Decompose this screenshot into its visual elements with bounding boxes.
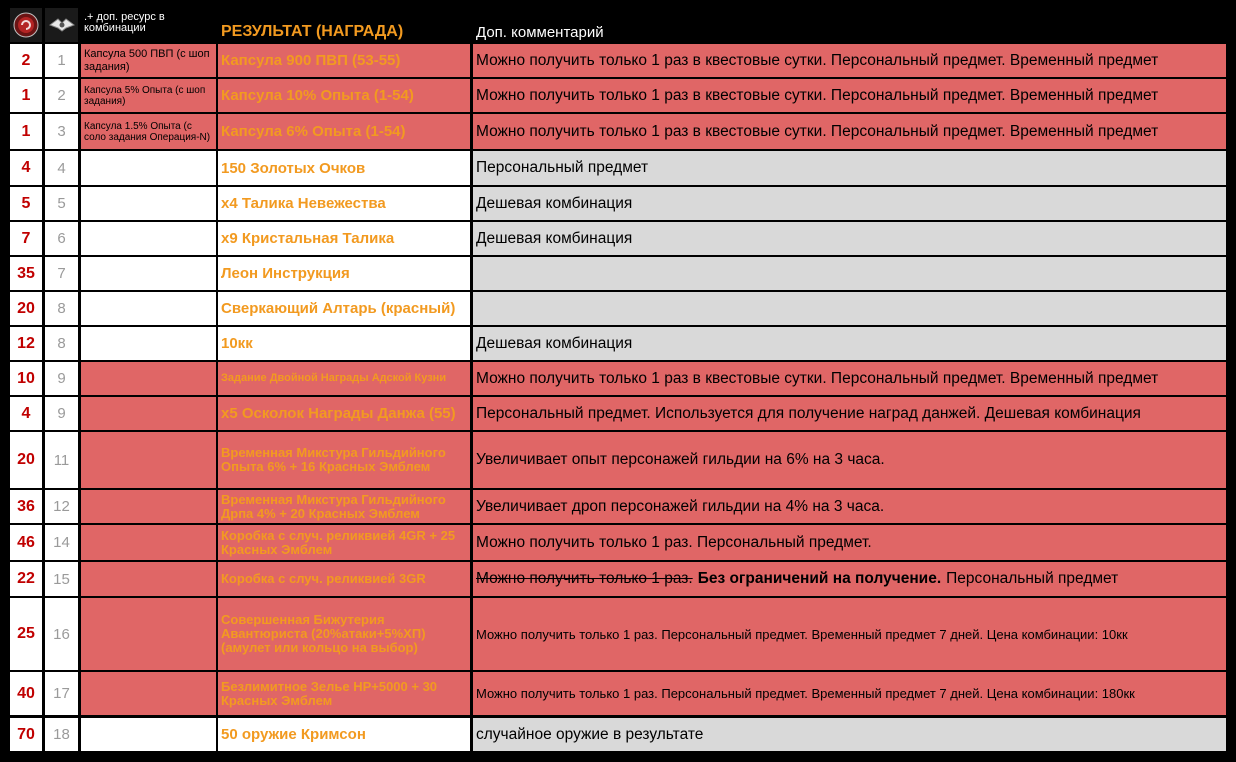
- row-extra-resource: [81, 672, 216, 715]
- row-count-primary: 2: [10, 44, 42, 77]
- header-result: РЕЗУЛЬТАТ (НАГРАДА): [221, 23, 404, 40]
- row-extra-resource: Капсула 500 ПВП (с шоп задания): [81, 44, 216, 77]
- row-result: x9 Кристальная Талика: [218, 222, 470, 255]
- header-extra-resource: .+ доп. ресурс в комбинации: [84, 12, 165, 34]
- row-extra-resource: [81, 432, 216, 488]
- header-comment: Доп. комментарий: [476, 23, 604, 41]
- row-comment: Можно получить только 1 раз в квестовые сутки. Персональный предмет. Временный предмет: [473, 362, 1226, 395]
- row-comment: Можно получить только 1 раз в квестовые сутки. Персональный предмет. Временный предмет: [473, 114, 1226, 149]
- row-result: Сверкающий Алтарь (красный): [218, 292, 470, 325]
- row-result: Коробка с случ. реликвией 3GR: [218, 562, 470, 596]
- row-result: Совершенная Бижутерия Авантюриста (20%атаки+5%ХП)(амулет или кольцо на выбор): [218, 598, 470, 670]
- row-result: Капсула 900 ПВП (53-55): [218, 44, 470, 77]
- row-comment: Можно получить только 1 раз. Персональный предмет.: [473, 525, 1226, 560]
- row-comment: Можно получить только 1 раз. Персональный предмет. Временный предмет 7 дней. Цена комбинации: 180кк: [473, 672, 1226, 715]
- row-count-primary: 20: [10, 292, 42, 325]
- row-count-primary: 1: [10, 114, 42, 149]
- row-comment: Можно получить только 1 раз в квестовые сутки. Персональный предмет. Временный предмет: [473, 44, 1226, 77]
- row-extra-resource: [81, 525, 216, 560]
- row-result: Временная Микстура Гильдийного Опыта 6% + 16 Красных Эмблем: [218, 432, 470, 488]
- comment-bold: Без ограничений на получение.: [697, 570, 942, 587]
- row-count-secondary: 11: [45, 432, 78, 488]
- row-result: 50 оружие Кримсон: [218, 718, 470, 751]
- row-count-secondary: 5: [45, 187, 78, 220]
- row-result: Коробка с случ. реликвией 4GR + 25 Красных Эмблем: [218, 525, 470, 560]
- row-count-secondary: 9: [45, 362, 78, 395]
- row-count-secondary: 14: [45, 525, 78, 560]
- row-count-secondary: 7: [45, 257, 78, 290]
- row-count-secondary: 9: [45, 397, 78, 430]
- row-result: Задание Двойной Награды Адской Кузни: [218, 362, 470, 395]
- row-comment: [473, 257, 1226, 290]
- row-count-primary: 7: [10, 222, 42, 255]
- row-count-primary: 70: [10, 718, 42, 751]
- row-count-secondary: 16: [45, 598, 78, 670]
- row-count-primary: 1: [10, 79, 42, 112]
- row-result: Леон Инструкция: [218, 257, 470, 290]
- row-count-secondary: 15: [45, 562, 78, 596]
- row-extra-resource: [81, 397, 216, 430]
- row-extra-resource: Капсула 5% Опыта (с шоп задания): [81, 79, 216, 112]
- row-count-primary: 4: [10, 397, 42, 430]
- row-count-primary: 46: [10, 525, 42, 560]
- row-extra-resource: [81, 362, 216, 395]
- comment-rest: Персональный предмет: [946, 570, 1119, 587]
- row-count-primary: 12: [10, 327, 42, 360]
- row-result: 150 Золотых Очков: [218, 151, 470, 185]
- row-extra-resource: [81, 257, 216, 290]
- row-count-secondary: 4: [45, 151, 78, 185]
- row-count-secondary: 8: [45, 292, 78, 325]
- row-result: Капсула 6% Опыта (1-54): [218, 114, 470, 149]
- row-count-primary: 22: [10, 562, 42, 596]
- row-count-primary: 40: [10, 672, 42, 715]
- row-comment: Можно получить только 1 раз. Персональный предмет. Временный предмет 7 дней. Цена комбинации: 10кк: [473, 598, 1226, 670]
- row-extra-resource: Капсула 1.5% Опыта (с соло задания Операция-N): [81, 114, 216, 149]
- row-extra-resource: [81, 490, 216, 523]
- row-count-secondary: 17: [45, 672, 78, 715]
- row-extra-resource: [81, 327, 216, 360]
- row-result: 10кк: [218, 327, 470, 360]
- row-count-primary: 5: [10, 187, 42, 220]
- row-extra-resource: [81, 187, 216, 220]
- row-comment: случайное оружие в результате: [473, 718, 1226, 751]
- row-comment: Можно получить только 1 раз в квестовые сутки. Персональный предмет. Временный предмет: [473, 79, 1226, 112]
- row-count-primary: 35: [10, 257, 42, 290]
- row-count-secondary: 6: [45, 222, 78, 255]
- row-count-primary: 25: [10, 598, 42, 670]
- row-extra-resource: [81, 151, 216, 185]
- winged-token-icon: [49, 16, 75, 34]
- row-result: x4 Талика Невежества: [218, 187, 470, 220]
- row-comment: Дешевая комбинация: [473, 187, 1226, 220]
- row-comment: Увеличивает дроп персонажей гильдии на 4% на 3 часа.: [473, 490, 1226, 523]
- row-count-secondary: 12: [45, 490, 78, 523]
- row-comment: Персональный предмет: [473, 151, 1226, 185]
- row-result: Капсула 10% Опыта (1-54): [218, 79, 470, 112]
- row-extra-resource: [81, 222, 216, 255]
- row-comment: Персональный предмет. Используется для получение наград данжей. Дешевая комбинация: [473, 397, 1226, 430]
- header-icon-cell-1: [10, 8, 42, 42]
- row-comment: [473, 562, 1226, 596]
- row-result: Безлимитное Зелье HP+5000 + 30 Красных Эмблем: [218, 672, 470, 715]
- row-comment: Дешевая комбинация: [473, 327, 1226, 360]
- row-count-secondary: 18: [45, 718, 78, 751]
- row-count-primary: 4: [10, 151, 42, 185]
- comment-strikethrough: Можно получить только 1 раз.: [476, 570, 693, 587]
- row-extra-resource: [81, 292, 216, 325]
- row-count-primary: 20: [10, 432, 42, 488]
- row-comment: Дешевая комбинация: [473, 222, 1226, 255]
- row-result: x5 Осколок Награды Данжа (55): [218, 397, 470, 430]
- header-icon-cell-2: [45, 8, 78, 42]
- row-extra-resource: [81, 718, 216, 751]
- crimson-emblem-icon: [13, 12, 39, 38]
- row-count-secondary: 1: [45, 44, 78, 77]
- row-count-secondary: 2: [45, 79, 78, 112]
- row-comment: [473, 292, 1226, 325]
- row-count-secondary: 3: [45, 114, 78, 149]
- row-count-primary: 10: [10, 362, 42, 395]
- row-extra-resource: [81, 562, 216, 596]
- row-comment: Увеличивает опыт персонажей гильдии на 6% на 3 часа.: [473, 432, 1226, 488]
- row-count-secondary: 8: [45, 327, 78, 360]
- row-count-primary: 36: [10, 490, 42, 523]
- row-result: Временная Микстура Гильдийного Дрпа 4% + 20 Красных Эмблем: [218, 490, 470, 523]
- row-extra-resource: [81, 598, 216, 670]
